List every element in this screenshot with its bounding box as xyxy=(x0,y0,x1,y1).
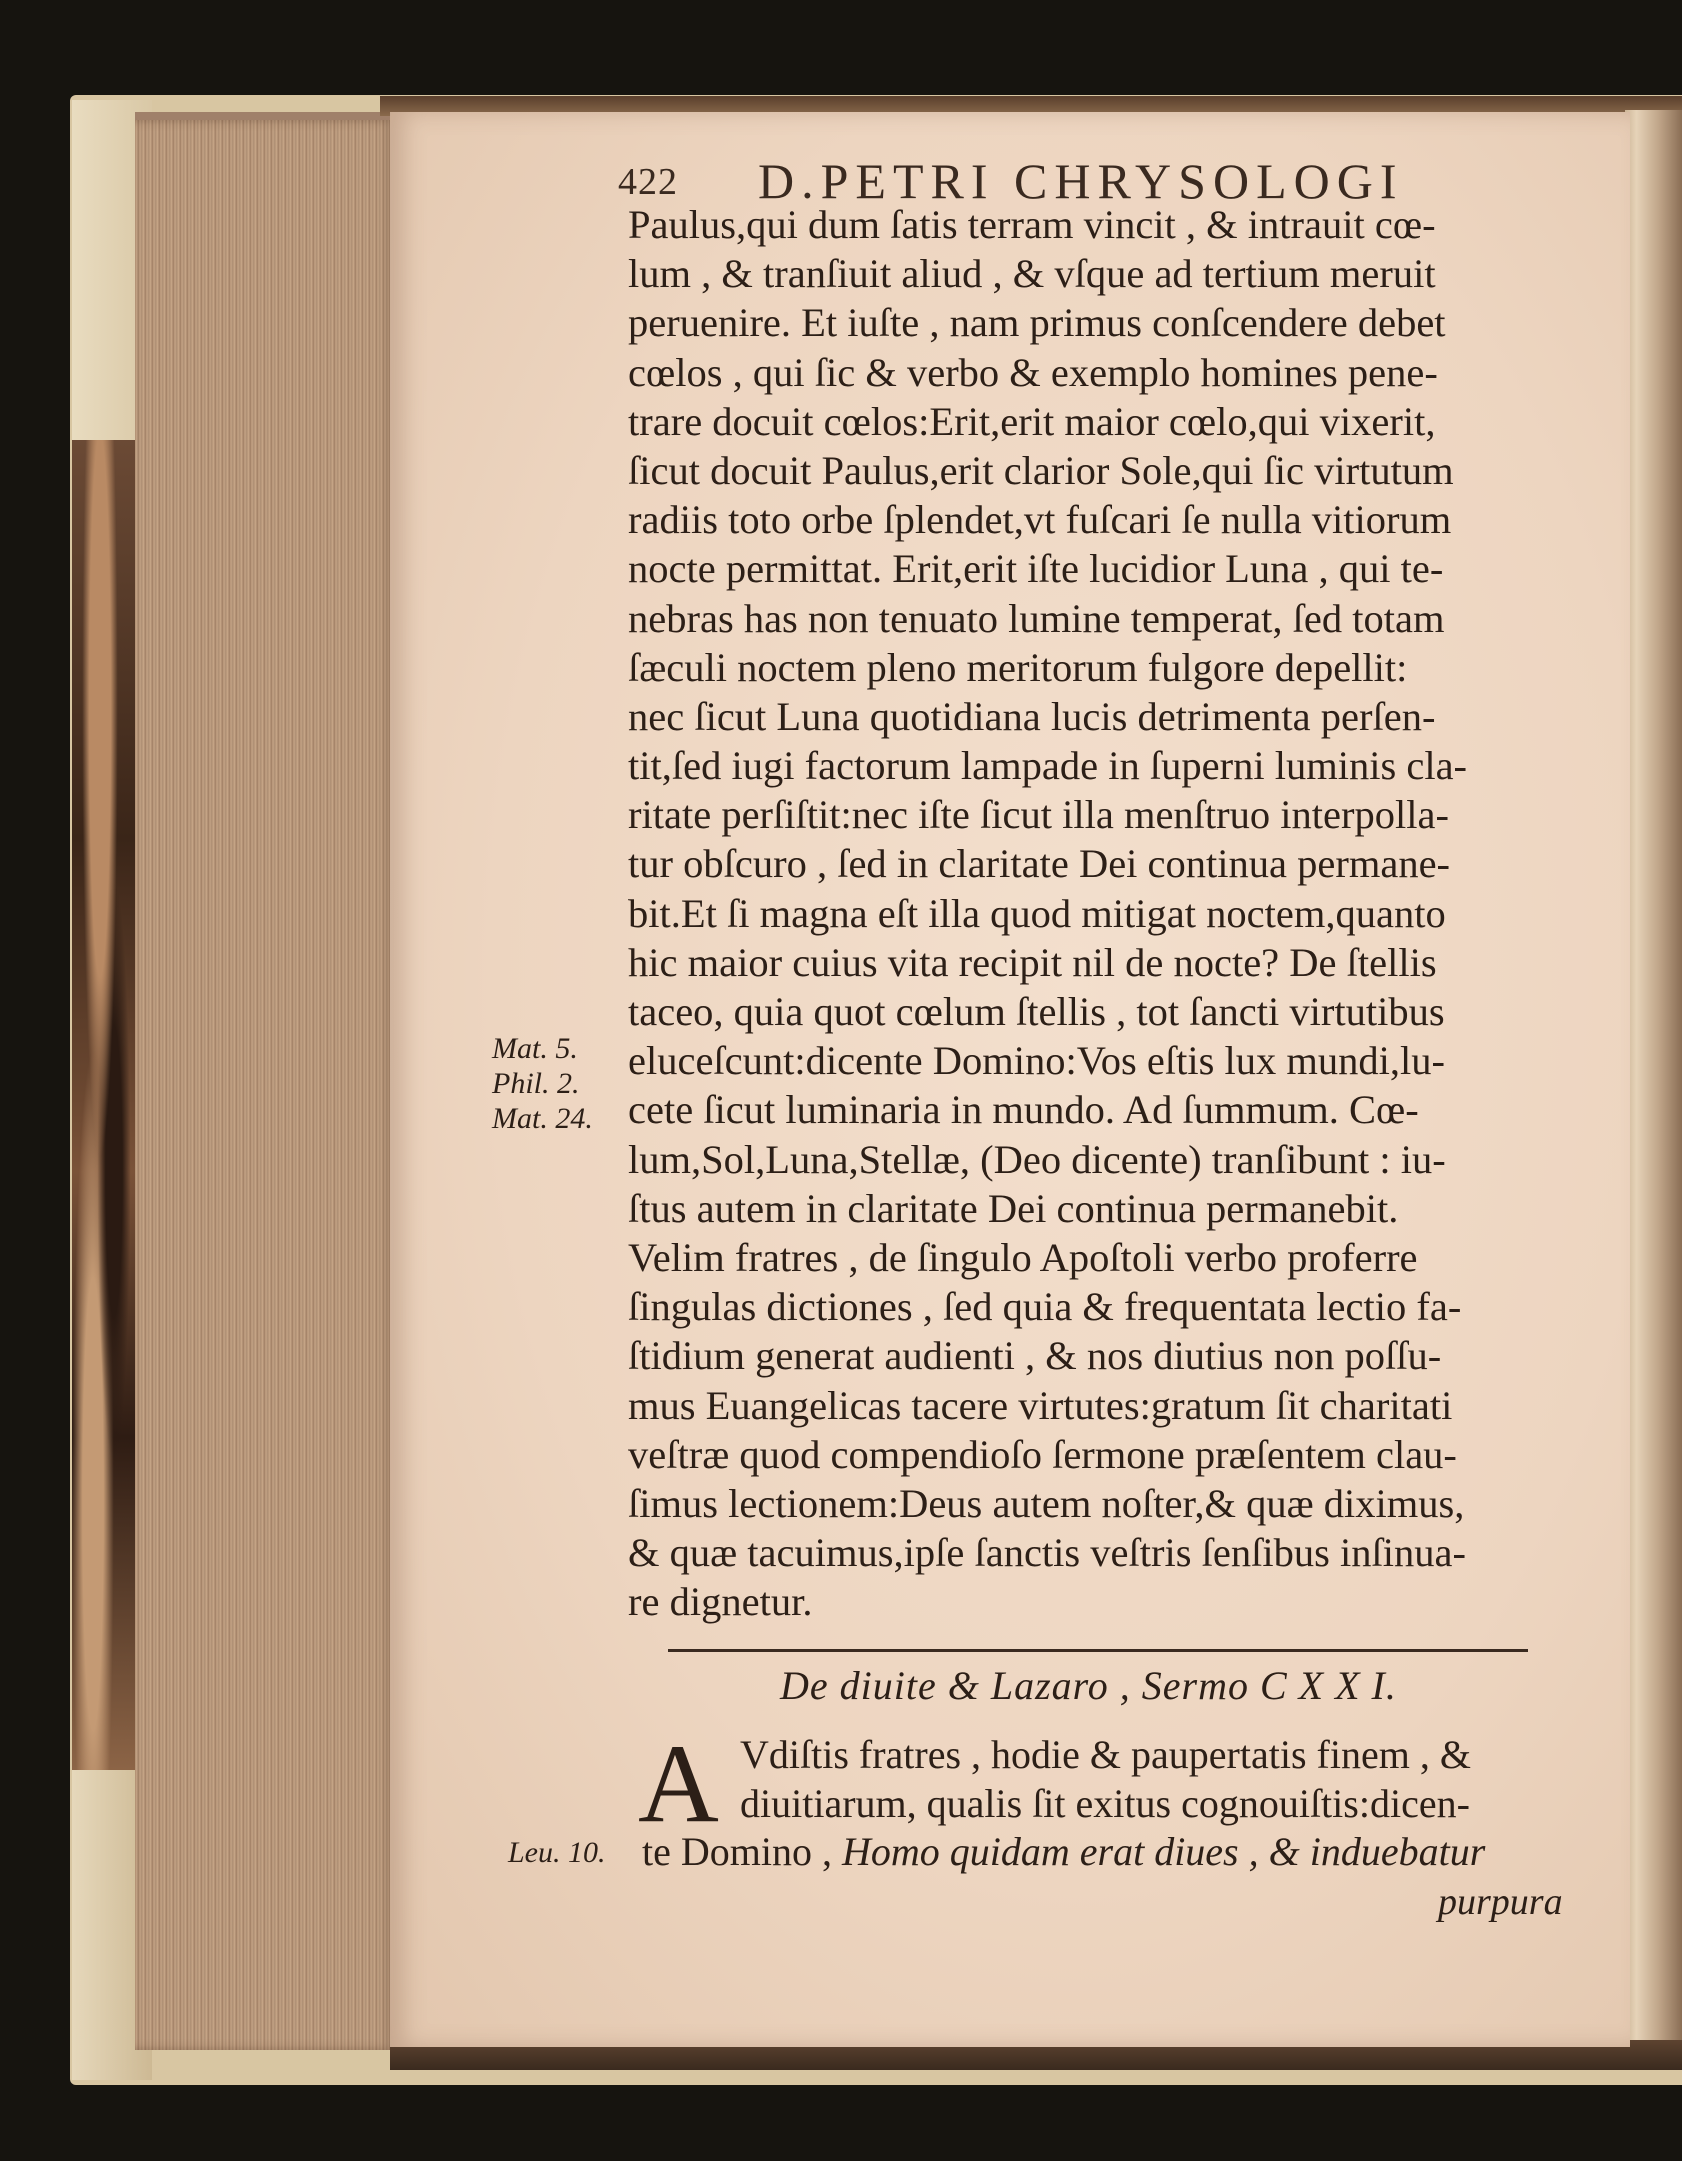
right-page-edge xyxy=(1625,110,1682,2050)
sermon-title: De diuite & Lazaro , Sermo C X X I. xyxy=(780,1663,1397,1708)
sermon-opening-text xyxy=(740,1730,1570,1828)
text-line: nec ſicut Luna quotidiana lucis detrimenta perſen- xyxy=(628,693,1436,739)
running-title: D.PETRI CHRYSOLOGI xyxy=(758,153,1404,209)
marginal-note: Mat. 24. xyxy=(492,1102,593,1135)
text-line: veſtræ quod compendioſo ſermone præſentem clau- xyxy=(628,1431,1457,1477)
page-block-edge xyxy=(135,120,395,2050)
text-line: re dignetur. xyxy=(628,1579,813,1625)
section-rule xyxy=(668,1649,1528,1652)
text-line: lum,Sol,Luna,Stellæ, (Deo dicente) tranſibunt : iu- xyxy=(628,1136,1446,1182)
main-text-block xyxy=(628,200,1568,1626)
text-line: bit.Et ſi magna eſt illa quod mitigat noctem,quanto xyxy=(628,890,1446,936)
text-line: tit,ſed iugi factorum lampade in ſuperni luminis cla- xyxy=(628,743,1468,789)
text-line: nocte permittat. Erit,erit iſte lucidior Luna , qui te- xyxy=(628,546,1444,592)
marginal-note: Mat. 5. xyxy=(492,1032,578,1065)
text-line: taceo, quia quot cœlum ſtellis , tot ſancti virtutibus xyxy=(628,989,1445,1034)
text-line: peruenire. Et iuſte , nam primus conſcendere debet xyxy=(628,300,1446,346)
catchword: purpura xyxy=(1438,1881,1563,1923)
text-line: & quæ tacuimus,ipſe ſanctis veſtris ſenſibus inſinua- xyxy=(628,1530,1467,1576)
text-line: ſicut docuit Paulus,erit clarior Sole,qui ſic virtutum xyxy=(628,447,1454,493)
marginal-note: Leu. 10. xyxy=(508,1836,606,1869)
text-line: ſæculi noctem pleno meritorum fulgore depellit: xyxy=(628,644,1408,690)
text-line: mus Euangelicas tacere virtutes:gratum ſit charitati xyxy=(628,1382,1453,1428)
text-line: radiis toto orbe ſplendet,vt fuſcari ſe nulla vitiorum xyxy=(628,497,1452,543)
text-line: ſimus lectionem:Deus autem noſter,& quæ diximus, xyxy=(628,1480,1465,1526)
text-line: nebras has non tenuato lumine temperat, ſed totam xyxy=(628,595,1445,641)
sermon-text-line: Vdiſtis fratres , hodie & paupertatis finem , & xyxy=(740,1732,1471,1777)
text-line: trare docuit cœlos:Erit,erit maior cœlo,qui vixerit, xyxy=(628,398,1436,444)
sermon-text-italic: Homo quidam erat diues , & induebatur xyxy=(841,1829,1486,1874)
text-line: lum , & tranſiuit aliud , & vſque ad tertium meruit xyxy=(628,251,1436,297)
marginal-note: Phil. 2. xyxy=(492,1067,580,1100)
text-line: Velim fratres , de ſingulo Apoſtoli verbo proferre xyxy=(628,1234,1418,1280)
marbled-cover-edge xyxy=(72,440,142,1770)
text-line: cœlos , qui ſic & verbo & exemplo homines pene- xyxy=(628,349,1438,395)
printed-page xyxy=(390,112,1630,2047)
text-line: ſingulas dictiones , ſed quia & frequentata lectio fa- xyxy=(628,1284,1462,1330)
text-line: cete ſicut luminaria in mundo. Ad ſummum. Cœ- xyxy=(628,1087,1419,1133)
text-line: hic maior cuius vita recipit nil de nocte? De ſtellis xyxy=(628,939,1437,985)
sermon-text-line xyxy=(642,1828,1485,1875)
text-line: eluceſcunt:dicente Domino:Vos eſtis lux mundi,lu- xyxy=(628,1038,1446,1084)
page-number: 422 xyxy=(618,161,678,203)
text-line: ſtidium generat audienti , & nos diutius non poſſu- xyxy=(628,1333,1442,1379)
sermon-text-roman: te Domino , xyxy=(642,1829,832,1874)
text-line: ſtus autem in claritate Dei continua permanebit. xyxy=(628,1185,1399,1231)
drop-capital: A xyxy=(638,1722,719,1846)
sermon-text-line: diuitiarum, qualis ſit exitus cognouiſtis:dicen- xyxy=(740,1781,1470,1826)
text-line: Paulus,qui dum ſatis terram vincit , & intrauit cœ- xyxy=(628,202,1436,247)
text-line: ritate perſiſtit:nec iſte ſicut illa menſtruo interpolla- xyxy=(628,792,1449,838)
text-line: tur obſcuro , ſed in claritate Dei continua permane- xyxy=(628,841,1451,887)
